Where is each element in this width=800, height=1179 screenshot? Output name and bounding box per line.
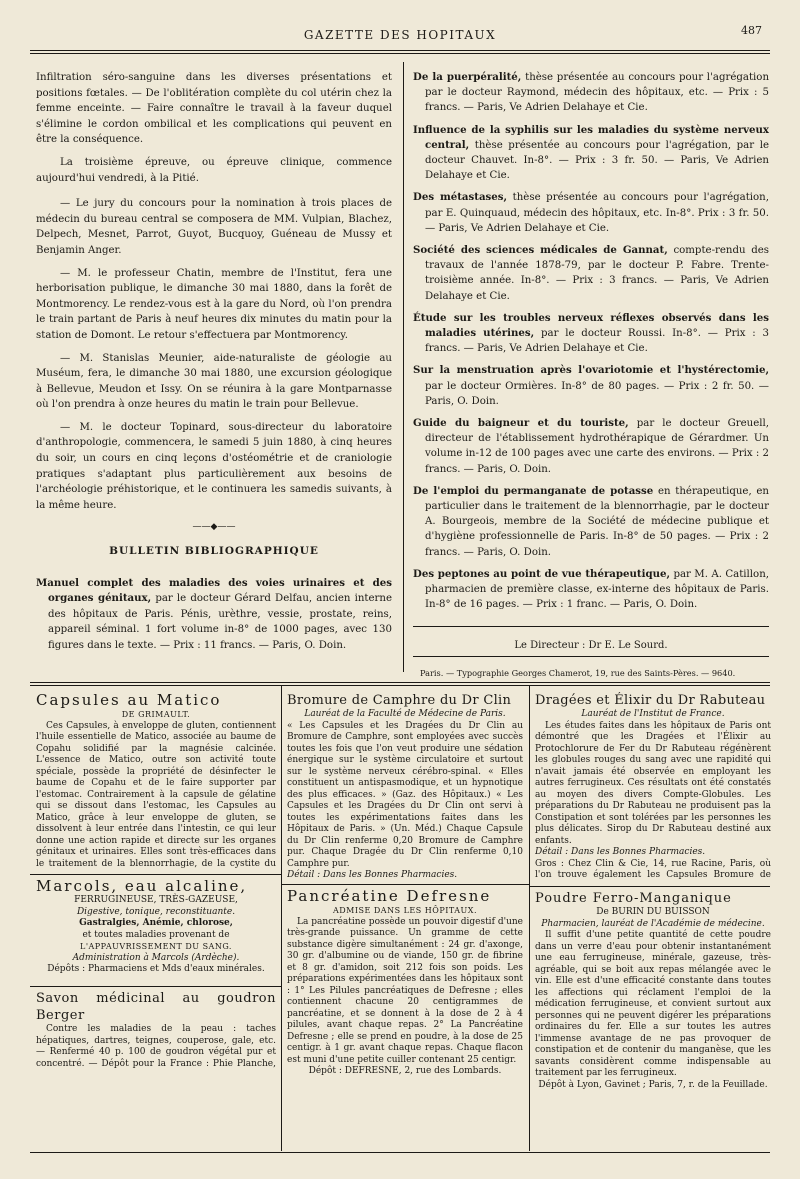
journal-title: GAZETTE DES HOPITAUX (303, 28, 497, 42)
biblio-entry (413, 567, 769, 613)
ads-divider-2 (529, 686, 530, 1151)
ad-rule (281, 884, 529, 885)
biblio-text: par le docteur Gérard Delfau, ancien interne des hôpitaux de Paris. Pénis, urèthre, vessie, prostate, reins, appareil séminal. 1 fort volume in-8° de 1000 pages, avec 130 figures dans le texte. — Prix : 11 francs. — Paris, O. Doin. (48, 593, 392, 651)
ad-text: « Les Capsules et les Dragées du Dr Clin au Bromure de Camphre, sont employées avec succès toutes les fois que l'on veut produire une sédation énergique sur le système circulatoire et surtout sur le système nerveux cérébro-spinal. « Elles constituent un antispasmodique, et un hypnotique des plus efficaces. » (Gaz. des Hôpitaux.) « Les Capsules et les Dragées du Dr Clin ont servi à toutes les expérimentations faites dans les Hôpitaux de Paris. » (Un. Méd.) Chaque Capsule du Dr Clin renferme 0,20 Bromure de Camphre pur. Chaque Dragée du Dr Clin renferme 0,10 Camphre pur. (287, 720, 523, 869)
ad-rule (30, 986, 281, 987)
ad-subtitle: Lauréat de l'Institut de France. (581, 709, 725, 719)
ad-depot: Dépôt à Lyon, Gavinet ; Paris, 7, r. de la Feuillade. (538, 1079, 768, 1090)
bulletin-heading: BULLETIN BIBLIOGRAPHIQUE (109, 545, 319, 558)
ads-top-rule (30, 682, 770, 683)
ad-line: et toutes maladies provenant de (82, 929, 230, 940)
biblio-title: De l'emploi du permanganate de potasse (413, 484, 654, 497)
ad-subtitle: ADMISE DANS LES HÔPITAUX. (332, 906, 478, 915)
biblio-title: Société des sciences médicales de Gannat, (413, 244, 668, 257)
director-block (413, 632, 769, 654)
ads-bottom-rule (30, 1152, 770, 1153)
biblio-text: par le docteur Roussi. In-8°. — Prix : 3 francs. — Paris, Ve Adrien Delahaye et Cie. (425, 328, 769, 355)
biblio-entry (413, 363, 769, 409)
ad-subtitle: De BURIN DU BUISSON (596, 907, 710, 917)
ad-subtitle: DE GRIMAULT. (121, 710, 191, 719)
ad-text: La pancréatine possède un pouvoir digestif d'une très-grande puissance. Un gramme de cette substance digère simultanément : 24 gr. d'axonge, 30 gr. d'albumine ou de viande, 150 gr. de fibrine et 8 gr. d'amidon, soit 212 fois son poids. Les préparations expérimentées dans les hôpitaux sont : 1° Les Pilules pancréatiques de Defresne ; elles contiennent chacune 20 centigrammes de pancréatine, et se donnent à la dose de 2 à 4 pilules, avant chaque repas. 2° La Pancréatine Defresne ; elle se prend en poudre, à la dose de 25 centigr. à 1 gr. avant chaque repas. Chaque flacon est muni d'une petite cuiller contenant 25 centigr. (287, 916, 523, 1065)
news-paragraph: — Le jury du concours pour la nomination à trois places de médecin du bureau central se composera de MM. Vulpian, Blachez, Delpech, Mesnet, Parrot, Guyot, Bucquoy, Guéneau de Mussy et Benjamin Anger. (36, 198, 392, 256)
left-column (36, 70, 392, 661)
biblio-text: par le docteur Greuell, directeur de l'établissement hydrothérapique de Gérardmer. Un volume in-12 de 100 pages avec une carte des environs. — Prix : 2 francs. — Paris, O. Doin. (425, 418, 770, 475)
biblio-text: thèse présentée au concours pour l'agrégation par le docteur Raymond, médecin des hôpitaux, etc. — Prix : 5 francs. — Paris, Ve Adrien Delahaye et Cie. (425, 72, 770, 114)
biblio-entry (413, 243, 769, 304)
biblio-title: Sur la menstruation après l'ovariotomie et l'hystérectomie, (413, 364, 769, 377)
biblio-entry (413, 70, 769, 116)
printer-rule (413, 656, 769, 657)
biblio-text: par le docteur Ormières. In-8° de 80 pages. — Prix : 2 fr. 50. — Paris, O. Doin. (425, 380, 769, 407)
ad-line: Digestive, tonique, reconstituante. (76, 906, 236, 917)
ad-line: Gastralgies, Anémie, chlorose, (79, 918, 233, 928)
ad-subtitle: Lauréat de la Faculté de Médecine de Paris. (304, 709, 506, 719)
biblio-title: Des peptones au point de vue thérapeutique, (413, 567, 671, 580)
ad-poudre (535, 890, 771, 1148)
biblio-entry (36, 576, 392, 654)
biblio-title: De la puerpéralité, (413, 71, 522, 83)
header-rule-2 (30, 53, 770, 54)
biblio-text: par M. A. Catillon, pharmacien de première classe, ex-interne des hôpitaux de Paris. In-8° de 16 pages. — Prix : 1 franc. — Paris, O. Doin. (425, 568, 769, 611)
biblio-text: compte-rendu des travaux de l'année 1878-79, par le docteur P. Fabre. Trente-troisième année. In-8°. — Prix : 3 francs. — Paris, Ve Adrien Delahaye et Cie. (425, 245, 769, 302)
header-rule (30, 50, 770, 51)
ad-bromure (287, 692, 523, 882)
section-separator: ——◆—— (192, 522, 236, 533)
ad-subtitle: FERRUGINEUSE, TRÈS-GAZEUSE, (74, 895, 238, 905)
ad-detail: Détail : Dans les Bonnes Pharmacies. (287, 870, 458, 880)
ads-top-rule-2 (30, 685, 770, 686)
printer-block (420, 658, 770, 682)
ad-title: Poudre Ferro-Manganique (535, 891, 732, 906)
ad-depot: Dépôt : DEFRESNE, 2, rue des Lombards. (308, 1066, 502, 1076)
biblio-title: Guide du baigneur et du touriste, (413, 417, 629, 430)
ad-matico (36, 692, 276, 868)
ad-subtitle: Pharmacien, lauréat de l'Académie de médecine. (541, 918, 765, 929)
biblio-entry (413, 416, 769, 477)
ad-gros: Gros : Chez Clin & Cie, 14, rue Racine, Paris, où l'on trouve également les Capsules Bromure de (535, 858, 771, 880)
ad-title: Marcols, eau alcaline, (36, 878, 248, 895)
page-number: 487 (741, 24, 762, 37)
ad-text: Ces Capsules, à enveloppe de gluten, contiennent l'huile essentielle de Matico, associée au baume de Copahu solidifié par la magnésie calcinée. L'essence de Matico, outre son activité toute spéciale, possède la propriété de désinfecter le baume de Copahu et de le faire supporter par l'estomac. Contrairement à la capsule de gélatine qui se dissout dans l'estomac, les Capsules au Matico, grâce à leur enveloppe de gluten, se dissolvent à leur entrée dans l'intestin, ce qui leur donne une action rapide et directe sur les organes génitaux et urinaires. Elles sont très-efficaces dans le traitement de la blennorrhagie, de la cystite du (36, 720, 276, 868)
ads-divider-1 (281, 686, 282, 1151)
biblio-entry (413, 484, 769, 560)
ad-title: Capsules au Matico (36, 692, 222, 709)
news-paragraph: — M. Stanislas Meunier, aide-naturaliste de géologie au Muséum, fera, le dimanche 30 mai 1880, une excursion géologique à Bellevue, Meudon et Issy. On se réunira à la gare Montparnasse où l'on prendra à onze heures du matin le train pour Bellevue. (36, 352, 392, 411)
ad-text: Il suffit d'une petite quantité de cette poudre dans un verre d'eau pour obtenir instantanément une eau ferrugineuse, minérale, gazeuse, très-agréable, qui se boit aux repas mélangée avec le vin. Elle est d'une efficacité constante dans toutes les affections qui réclament l'emploi de la médication ferrugineuse, et convient surtout aux personnes qui ne peuvent digérer les préparations ordinaires du fer. Elle a sur toutes les autres l'immense avantage de ne pas provoquer de constipation et de contenir du manganèse, que les savants considèrent comme indispensable au traitement par les ferrugineux. (535, 930, 771, 1078)
ad-title: Savon médicinal au goudron Berger (36, 991, 276, 1023)
news-paragraph: La troisième épreuve, ou épreuve clinique, commence aujourd'hui vendredi, à la Pitié. (36, 156, 392, 184)
biblio-text: thèse présentée au concours pour l'agrégation, par le docteur Chauvet. In-8°. — Prix : 3 fr. 50. — Paris, Ve Adrien Delahaye et Cie. (425, 139, 769, 182)
printer-line: Paris. — Typographie Georges Chamerot, 19, rue des Saints-Pères. — 9640. (420, 668, 736, 678)
ad-rule (529, 886, 770, 887)
biblio-entry (413, 190, 769, 236)
ad-detail: Détail : Dans les Bonnes Pharmacies. (535, 847, 706, 857)
ad-text: Les études faites dans les hôpitaux de Paris ont démontré que les Dragées et l'Élixir au Protochlorure de Fer du Dr Rabuteau régénèrent les globules rouges du sang avec une rapidité qui n'avait jamais été observée en employant les autres ferrugineux. Ces résultats ont été constatés au moyen des divers Compte-Globules. Les préparations du Dr Rabuteau ne produisent pas la Constipation et sont tolérées par les personnes les plus délicates. Sirop du Dr Rabuteau destiné aux enfants. (535, 720, 771, 846)
ad-text: Contre les maladies de la peau : taches hépatiques, dartres, teignes, couperose, gale, etc. — Renfermé 40 p. 100 de goudron végétal pur et concentré. — Dépôt pour la France : Phie Planche, (36, 1024, 276, 1069)
ad-pancreatine (287, 888, 523, 1148)
ad-line: L'APPAUVRISSEMENT DU SANG. (80, 942, 232, 951)
biblio-title: Étude sur les troubles nerveux réflexes observés dans les maladies utérines, (413, 311, 769, 340)
director-rule (413, 626, 769, 627)
biblio-entry (413, 311, 769, 357)
column-divider (403, 62, 404, 672)
director-line: Le Directeur : Dr E. Le Sourd. (514, 640, 668, 651)
ad-line: Dépôts : Pharmaciens et Mds d'eaux minérales. (47, 964, 265, 974)
ad-line: Administration à Marcols (Ardèche). (72, 952, 240, 963)
news-paragraph: Infiltration séro-sanguine dans les diverses présentations et positions fœtales. — De l'oblitération complète du col utérin chez la femme enceinte. — Faire connaître le travail à la faveur duquel s'élimine le cordon ombilical et les complications qui peuvent en être la conséquence. (36, 72, 392, 146)
ad-dragees (535, 692, 771, 882)
biblio-text: thèse présentée au concours pour l'agrégation, par E. Quinquaud, médecin des hôpitaux, etc. In-8°. Prix : 3 fr. 50. — Paris, Ve Adrien Delahaye et Cie. (425, 192, 769, 234)
biblio-title: Des métastases, (413, 191, 508, 204)
biblio-text: en thérapeutique, en particulier dans le traitement de la blennorrhagie, par le docteur A. Bourgeois, membre de la Société de médecine publique et d'hygiène professionnelle de Paris. In-8° de 50 pages. — Prix : 2 francs. — Paris, O. Doin. (425, 485, 769, 558)
ad-marcols (36, 878, 276, 982)
ad-title: Dragées et Élixir du Dr Rabuteau (535, 693, 766, 708)
ad-savon (36, 990, 276, 1070)
news-paragraph: — M. le docteur Topinard, sous-directeur du laboratoire d'anthropologie, commencera, le samedi 5 juin 1880, à cinq heures du soir, un cours en cinq leçons d'ostéométrie et de craniologie pratiques s'adaptant plus particulièrement aux besoins de l'archéologie préhistorique, et le continuera les samedis suivants, à la même heure. (36, 421, 392, 511)
right-column (413, 70, 769, 620)
biblio-title: Manuel complet des maladies des voies urinaires et des organes génitaux, (36, 576, 392, 605)
ad-rule (30, 874, 281, 875)
biblio-entry (413, 123, 769, 184)
ad-title: Pancréatine Defresne (287, 888, 492, 905)
ad-title: Bromure de Camphre du Dr Clin (287, 693, 512, 708)
biblio-title: Influence de la syphilis sur les maladies du système nerveux central, (413, 123, 769, 151)
ad-gros (287, 882, 523, 883)
news-paragraph: — M. le professeur Chatin, membre de l'Institut, fera une herborisation publique, le dimanche 30 mai 1880, dans la forêt de Montmorency. Le rendez-vous est à la gare du Nord, où l'on prendra le train partant de Paris à neuf heures dix minutes du matin pour la station de Domont. Le retour s'effectuera par Montmorency. (36, 267, 392, 341)
